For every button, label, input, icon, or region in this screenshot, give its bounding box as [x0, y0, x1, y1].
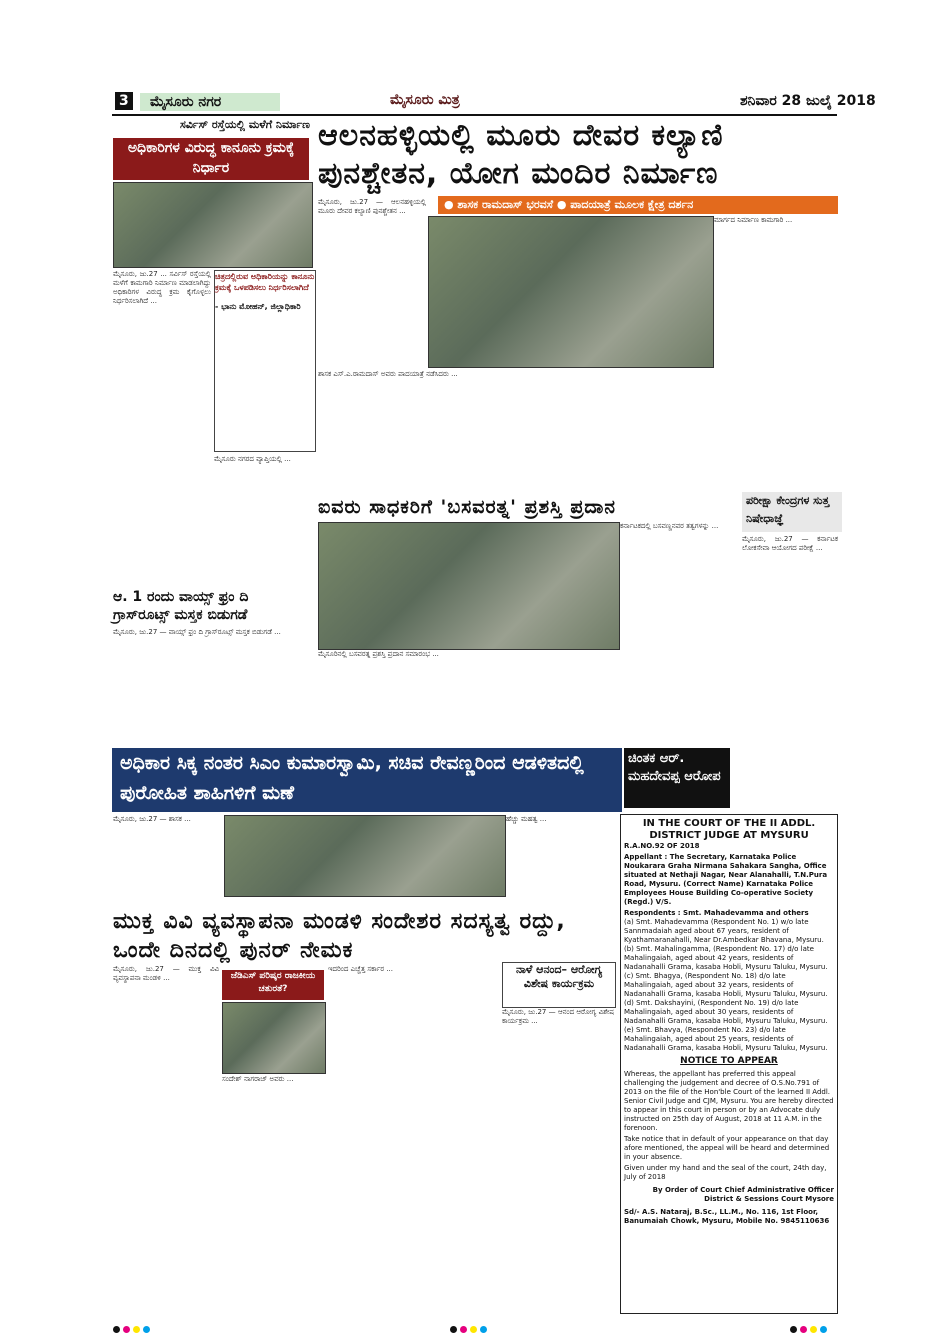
story8-body: ಮೈಸೂರು, ಜು.27 — ಆನಂದ ಆರೋಗ್ಯ ವಿಶೇಷ ಕಾರ್ಯಕ್ರಮ ... [502, 1008, 614, 1025]
story5-body: ಮೈಸೂರು, ಜು.27 — ಕರ್ನಾಟಕ ಲೋಕಸೇವಾ ಆಯೋಗದ ಪರೀಕ್ಷೆ ... [742, 535, 838, 552]
story8-headline: ನಾಳೆ ಆನಂದ– ಆರೋಗ್ಯ ವಿಶೇಷ ಕಾರ್ಯಕ್ರಮ [502, 962, 616, 1008]
pullquote-text: ಚಿತ್ರದಲ್ಲಿರುವ ಅಧಿಕಾರಿಯನ್ನು ಕಾನೂನು ಕ್ರಮಕ್ಕೆ ಒಳಪಡಿಸಲು ನಿರ್ಧರಿಸಲಾಗಿದೆ [215, 272, 315, 292]
story7-jds-box: ಜೆಡಿಎಸ್ ಪರಿಷ್ಕರ ರಾಜಕೀಯ ಚತುರತೆ? [222, 970, 324, 1000]
story2-photo [428, 216, 714, 368]
story3-photo [318, 522, 620, 650]
issue-date: ಶನಿವಾರ 28 ಜುಲೈ 2018 [740, 93, 876, 109]
story1-photo [113, 182, 313, 268]
story3-body-right: ಕರ್ನಾಟಕದಲ್ಲಿ ಬಸವಣ್ಣನವರ ತತ್ವಗಳನ್ನು ... [620, 522, 719, 530]
masthead: ಮೈಸೂರು ಮಿತ್ರ [390, 92, 460, 108]
story2-subhead: ● ಶಾಸಕ ರಾಮದಾಸ್ ಭರವಸೆ ● ಪಾದಯಾತ್ರೆ ಮೂಲಕ ಕ್ಷೇತ್ರ ದರ್ಶನ [438, 196, 838, 214]
page-number: 3 [115, 93, 136, 109]
section-title: ಮೈಸೂರು ನಗರ [140, 93, 280, 111]
notice-order: By Order of Court Chief Administrative Officer District & Sessions Court Mysore [652, 1186, 834, 1203]
story2-body-2: ಶಾಸಕ ಎಸ್.ಎ.ರಾಮದಾಸ್ ಅವರು ಪಾದಯಾತ್ರೆ ನಡೆಸಿದರು ... [318, 370, 458, 378]
court-case: R.A.NO.92 OF 2018 [624, 842, 700, 850]
notice-title: NOTICE TO APPEAR [680, 1056, 778, 1066]
notice-warn: Take notice that in default of your appearance on that day afore mentioned, the appeal will be heard and determined in your absence. [624, 1135, 830, 1161]
header-rule [112, 114, 837, 116]
story7-headline: ಮುಕ್ತ ವಿವಿ ವ್ಯವಸ್ಥಾಪನಾ ಮಂಡಳಿ ಸಂದೇಶರ ಸದಸ್ಯತ್ವ ರದ್ದು, ಒಂದೇ ದಿನದಲ್ಲಿ ಪುನರ್ ನೇಮಕ [113, 909, 566, 963]
registration-marks [113, 1318, 153, 1337]
notice-advocate: Sd/- A.S. Nataraj, B.Sc., LL.M., No. 116, 1st Floor, Banumaiah Chowk, Mysuru, Mobile No. 9845110636 [624, 1208, 830, 1225]
story7-body-3: ಇದರಿಂದ ಎಚ್ಚೆತ್ತ ಸರ್ಕಾರ ... [328, 965, 393, 973]
story1-headline: ಅಧಿಕಾರಿಗಳ ವಿರುದ್ಧ ಕಾನೂನು ಕ್ರಮಕ್ಕೆ ನಿರ್ಧಾರ [113, 138, 309, 180]
story7-body-1: ಮೈಸೂರು, ಜು.27 — ಮುಕ್ತ ವಿವಿ ವ್ಯವಸ್ಥಾಪನಾ ಮಂಡಳಿ ... [113, 965, 219, 982]
pullquote-byline: - ಭಾನು ಮೋಹನ್, ಜಿಲ್ಲಾಧಿಕಾರಿ [215, 302, 301, 311]
story1-body-cont: ಮೈಸೂರು ನಗರದ ವ್ಯಾಪ್ತಿಯಲ್ಲಿ ... [214, 455, 291, 463]
respondent-item: (a) Smt. Mahadevamma (Respondent No. 1) w/o late Sannmadaiah aged about 67 years, resident of Kyathamaranahalli, Near Dr.Ambedkar Bhavana, Mysuru. [624, 918, 824, 944]
story2-headline: ಆಲನಹಳ್ಳಿಯಲ್ಲಿ ಮೂರು ದೇವರ ಕಲ್ಯಾಣಿ ಪುನಶ್ಚೇತನ, ಯೋಗ ಮಂದಿರ ನಿರ್ಮಾಣ [318, 118, 724, 191]
story6-headline: ಅಧಿಕಾರ ಸಿಕ್ಕ ನಂತರ ಸಿಎಂ ಕುಮಾರಸ್ವಾಮಿ, ಸಚಿವ ರೇವಣ್ಣರಿಂದ ಆಡಳಿತದಲ್ಲಿ ಪುರೋಹಿತ ಶಾಹಿಗಳಿಗೆ ಮಣೆ [112, 748, 622, 812]
story4-body: ಮೈಸೂರು, ಜು.27 — ವಾಯ್ಸ್ ಫ್ರಂ ದಿ ಗ್ರಾಸ್‌ರೂಟ್ಸ್ ಮಸ್ತಕ ಬಿಡುಗಡೆ ... [113, 628, 281, 636]
respondent-item: (c) Smt. Bhagya, (Respondent No. 18) d/o late Mahalingaiah, aged about 32 years, residents of Nadanahalli Grama, kasaba Hobli, Mysuru Taluku, Mysuru. [624, 972, 828, 998]
story6-accused: ಚಿಂತಕ ಆರ್. ಮಹದೇವಪ್ಪ ಆರೋಪ [624, 748, 730, 808]
notice-given: Given under my hand and the seal of the court, 24th day, July of 2018 [624, 1164, 827, 1181]
story1-body: ಮೈಸೂರು, ಜು.27 ... ಸರ್ವಿಸ್ ರಸ್ತೆಯಲ್ಲಿ ಮಳೆಗೆ ಕಾಮಗಾರಿ ನಿರ್ಮಾಣ ಮಾಡಲಾಗಿದ್ದು ಅಧಿಕಾರಿಗಳ ವಿರುದ್ಧ ಕ್ರಮ ಕೈಗೊಳ್ಳಲು ನಿರ್ಧರಿಸಲಾಗಿದೆ ... [113, 270, 211, 305]
court-appellant: Appellant : The Secretary, Karnataka Police Noukarara Graha Nirmana Sahakara Sangha, Office situated at Nethaji Nagar, Near Alanahalli, T.N.Pura Road, Mysuru. (Correct Name) Karnataka Police Employees House Building Co-operative Society (Regd.) V/S. [624, 853, 828, 906]
respondent-item: (d) Smt. Dakshayini, (Respondent No. 19) d/o late Mahalingaiah, aged about 30 years, residents of Nadanahalli Grama, kasaba Hobli, Mysuru Taluku, Mysuru. [624, 999, 828, 1025]
court-respondents-head: Respondents : Smt. Mahadevamma and others [624, 909, 809, 917]
story6-photo [224, 815, 506, 897]
registration-marks [790, 1318, 830, 1337]
respondent-item: (b) Smt. Mahalingamma, (Respondent No. 17) d/o late Mahalingaiah, aged about 42 years, residents of Nadanahalli Grama, kasaba Hobli, Mysuru Taluku, Mysuru. [624, 945, 828, 971]
story3-headline: ಐವರು ಸಾಧಕರಿಗೆ 'ಬಸವರತ್ನ' ಪ್ರಶಸ್ತಿ ಪ್ರದಾನ [318, 496, 616, 518]
story6-body-2: ಹೆಚ್ಚು ಮಹತ್ವ ... [506, 815, 547, 823]
respondent-item: (e) Smt. Bhavya, (Respondent No. 23) d/o late Mahalingaiah, aged about 25 years, residents of Nadanahalli Grama, kasaba Hobli, Mysuru Taluku, Mysuru. [624, 1026, 828, 1052]
court-title: IN THE COURT OF THE II ADDL. DISTRICT JUDGE AT MYSURU [642, 818, 816, 841]
notice-body: Whereas, the appellant has preferred this appeal challenging the judgement and decree of O.S.No.791 of 2013 on the file of the Hon'ble Court of the learned II Addl. Senior Civil Judge and CJM, Mysuru. You are hereby directed to appear in this court in person or by an Advocate duly instructed on 25th day of August, 2018 at 11 A.M. in the forenoon. [624, 1070, 834, 1132]
story7-body-2: ಸಂದೇಶ್ ನಾಗರಾಜ್ ಅವರು ... [222, 1075, 294, 1083]
story2-body-1: ಮೈಸೂರು, ಜು.27 — ಆಲನಹಳ್ಳಿಯಲ್ಲಿ ಮೂರು ದೇವರ ಕಲ್ಯಾಣಿ ಪುನಶ್ಚೇತನ ... [318, 198, 426, 215]
story3-body: ಮೈಸೂರಿನಲ್ಲಿ ಬಸವರತ್ನ ಪ್ರಶಸ್ತಿ ಪ್ರದಾನ ಸಮಾರಂಭ ... [318, 650, 439, 658]
story7-photo [222, 1002, 326, 1074]
story6-body-1: ಮೈಸೂರು, ಜು.27 — ಶಾಸಕ ... [113, 815, 191, 823]
story5-headline: ಪರೀಕ್ಷಾ ಕೇಂದ್ರಗಳ ಸುತ್ತ ನಿಷೇಧಾಜ್ಞೆ [742, 492, 842, 532]
story4-headline: ಆ. 1 ರಂದು ವಾಯ್ಸ್ ಫ್ರಂ ದಿ ಗ್ರಾಸ್‌ರೂಟ್ಸ್ ಮಸ್ತಕ ಬಿಡುಗಡೆ [113, 589, 249, 623]
story1-kicker: ಸರ್ವಿಸ್ ರಸ್ತೆಯಲ್ಲಿ ಮಳೆಗೆ ನಿರ್ಮಾಣ [180, 118, 310, 131]
registration-marks [450, 1318, 490, 1337]
court-notice [620, 814, 838, 1314]
story1-pullquote [214, 270, 316, 452]
story2-body-right: ಮಾರ್ಗದ ನಿರ್ಮಾಣ ಕಾಮಗಾರಿ ... [714, 216, 793, 224]
